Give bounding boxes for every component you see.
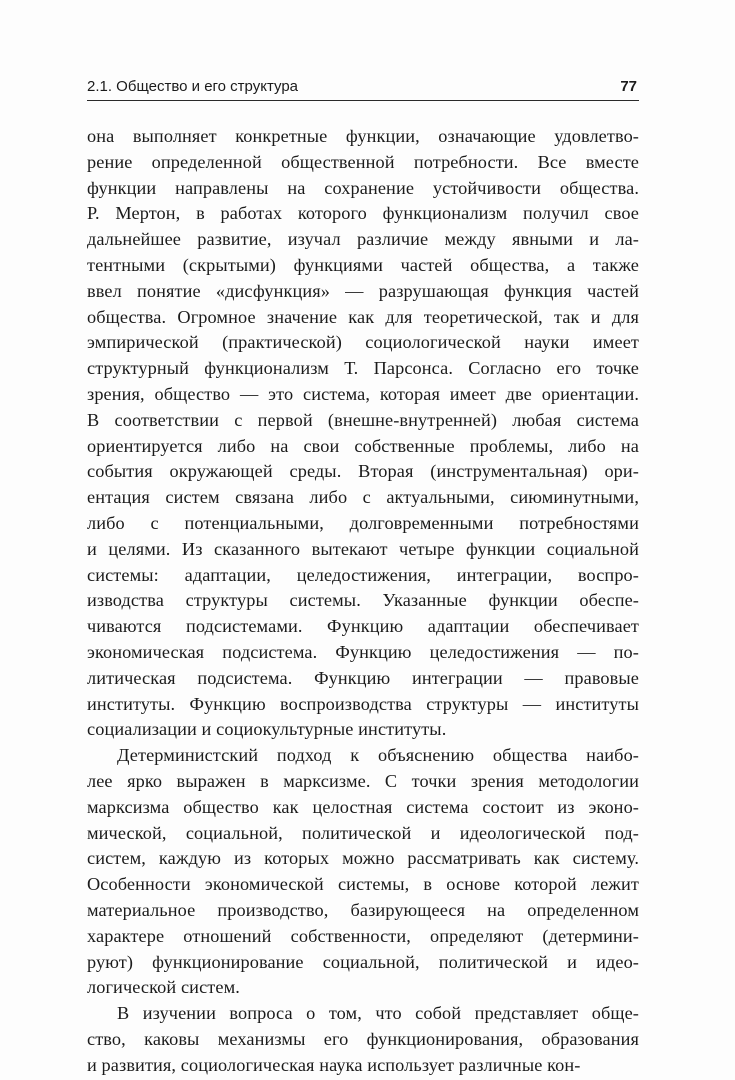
text-line: В соответствии с первой (внешне-внутренней) любая система [87,409,639,430]
body-text [87,124,639,1078]
text-line: Детерминистский подход к объяснению общества наибо- [117,745,639,766]
section-title: 2.1. Общество и его структура [87,78,299,95]
text-line: институты. Функцию воспроизводства структуры — институты [87,693,639,714]
text-line: лее ярко выражен в марксизме. С точки зрения методологии [87,770,639,791]
text-line: ство, каковы механизмы его функционирования, образования [87,1028,639,1049]
text-line: систем, каждую из которых можно рассматривать как систему. [87,848,639,869]
text-line: материальное производство, базирующееся на определенном [87,899,639,920]
text-line: ентация систем связана либо с актуальными, сиюминутными, [87,487,639,508]
text-line: тентными (скрытыми) функциями частей общества, а также [87,254,639,275]
text-line: Особенности экономической системы, в основе которой лежит [87,874,639,895]
text-line: эмпирической (практической) социологической науки имеет [87,332,639,353]
paragraph [87,124,639,743]
text-line: ориентируется либо на свои собственные проблемы, либо на [87,435,639,456]
paragraph [87,743,639,1001]
text-line: системы: адаптации, целедостижения, интеграции, воспро- [87,564,639,585]
text-line: функции направлены на сохранение устойчивости общества. [87,177,639,198]
text-line: марксизма общество как целостная система состоит из эконо- [87,796,639,817]
text-line: структурный функционализм Т. Парсонса. Согласно его точке [87,358,639,379]
text-line: литическая подсистема. Функцию интеграции — правовые [87,667,639,688]
text-line: руют) функционирование социальной, политической и идео- [87,951,639,972]
page-number: 77 [620,78,637,95]
text-line: общества. Огромное значение как для теоретической, так и для [87,306,639,327]
text-line: рение определенной общественной потребности. Все вместе [87,151,639,172]
text-line: изводства структуры системы. Указанные функции обеспе- [87,590,639,611]
running-header [87,74,639,101]
text-line: ввел понятие «дисфункция» — разрушающая функция частей [87,280,639,301]
text-line: она выполняет конкретные функции, означающие удовлетво- [87,126,639,146]
text-line: и развития, социологическая наука использует различные кон- [87,1054,581,1075]
text-line: и целями. Из сказанного вытекают четыре функции социальной [87,538,639,559]
paragraph [87,1001,639,1078]
text-line: социализации и социокультурные институты. [87,719,447,740]
text-line: либо с потенциальными, долговременными потребностями [87,512,639,533]
text-line: экономическая подсистема. Функцию целедостижения — по- [87,641,639,662]
text-line: чиваются подсистемами. Функцию адаптации обеспечивает [87,616,639,637]
text-line: мической, социальной, политической и идеологической под- [87,822,639,843]
text-line: логической систем. [87,977,240,998]
text-line: зрения, общество — это система, которая имеет две ориентации. [87,383,639,404]
text-line: события окружающей среды. Вторая (инструментальная) ори- [87,461,639,482]
text-line: Р. Мертон, в работах которого функционализм получил свое [87,203,639,224]
text-line: характере отношений собственности, определяют (детермини- [87,925,639,946]
text-line: дальнейшее развитие, изучал различие между явными и ла- [87,229,639,250]
text-line: В изучении вопроса о том, что собой представляет обще- [117,1003,639,1024]
